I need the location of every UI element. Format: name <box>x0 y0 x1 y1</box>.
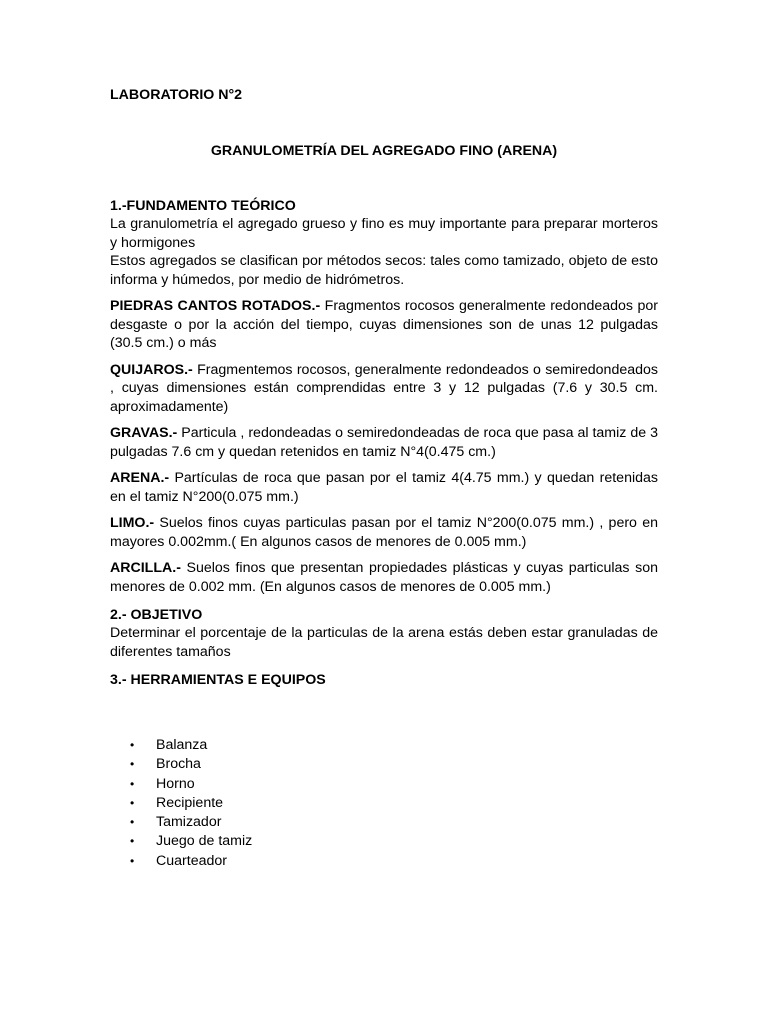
bullet-icon: • <box>130 815 135 830</box>
list-item <box>110 832 658 851</box>
list-item-label: Balanza <box>156 737 208 753</box>
lab-title: LABORATORIO N°2 <box>110 87 243 103</box>
list-item <box>110 775 658 794</box>
bullet-icon: • <box>130 853 135 868</box>
section-heading-fundamento: 1.-FUNDAMENTO TEÓRICO <box>110 198 296 214</box>
list-item-label: Cuarteador <box>156 852 227 869</box>
definition-text: Suelos finos que presentan propiedades plásticas y cuyas particulas son menores de 0.002 mm. (En algunos casos de menores de 0.005 mm.) <box>110 560 658 595</box>
paragraph-intro: La granulometría el agregado grueso y fino es muy importante para preparar morteros y hormigones <box>110 216 658 251</box>
definition-piedras <box>110 297 658 353</box>
bullet-icon: • <box>130 795 135 810</box>
list-item-label: Recipiente <box>156 794 224 811</box>
list-item-label: Brocha <box>156 756 201 773</box>
definition-arena <box>110 469 658 506</box>
definition-term: ARCILLA.- <box>110 560 181 576</box>
definition-arcilla <box>110 559 658 596</box>
definition-text: Particula , redondeadas o semiredondeadas de roca que pasa al tamiz de 3 pulgadas 7.6 cm y quedan retenidos en tamiz N°4(0.475 cm.) <box>110 425 658 460</box>
definition-text: Partículas de roca que pasan por el tamiz 4(4.75 mm.) y quedan retenidas en el tamiz N°200(0.075 mm.) <box>110 470 658 505</box>
definition-term: LIMO.- <box>110 515 155 531</box>
list-item <box>110 813 658 832</box>
list-item-label: Horno <box>156 775 195 792</box>
definition-term: QUIJAROS.- <box>110 361 193 378</box>
list-item <box>110 736 658 755</box>
definition-text: Fragmentos rocosos generalmente redondeados por desgaste o por la acción del tiempo, cuyas dimensiones son de unas 12 pulgadas (30.5 cm.) o más <box>110 298 658 351</box>
bullet-icon: • <box>130 776 135 791</box>
section-heading-herramientas: 3.- HERRAMIENTAS E EQUIPOS <box>110 672 326 688</box>
list-item <box>110 794 658 813</box>
bullet-icon: • <box>130 834 135 849</box>
list-item <box>110 852 658 871</box>
definition-gravas <box>110 424 658 461</box>
document-body <box>110 86 658 871</box>
section-heading-objetivo: 2.- OBJETIVO <box>110 607 203 623</box>
paragraph-clasificacion: Estos agregados se clasifican por métodos secos: tales como tamizado, objeto de esto informa y húmedos, por medio de hidrómetros. <box>110 253 658 288</box>
definition-quijaros <box>110 361 658 417</box>
main-title: GRANULOMETRÍA DEL AGREGADO FINO (ARENA) <box>210 143 558 159</box>
definition-limo <box>110 514 658 551</box>
definition-term: GRAVAS.- <box>110 425 178 441</box>
definition-text: Suelos finos cuyas particulas pasan por el tamiz N°200(0.075 mm.) , pero en mayores 0.002mm.( En algunos casos de menores de 0.005 mm.) <box>110 515 658 550</box>
definition-text: Fragmentemos rocosos, generalmente redondeados o semiredondeados , cuyas dimensiones están comprendidas entre 3 y 12 pulgadas (7.6 y 30.5 cm. aproximadamente) <box>110 361 658 415</box>
definition-term: ARENA.- <box>110 470 170 486</box>
paragraph-objetivo: Determinar el porcentaje de la particulas de la arena estás deben estar granuladas de diferentes tamaños <box>110 625 658 660</box>
definition-term: PIEDRAS CANTOS ROTADOS.- <box>110 298 321 314</box>
list-item-label: Tamizador <box>156 814 222 831</box>
bullet-icon: • <box>130 738 135 752</box>
bullet-icon: • <box>130 757 135 772</box>
tools-list <box>110 736 658 871</box>
list-item-label: Juego de tamiz <box>156 833 253 850</box>
list-item <box>110 755 658 774</box>
